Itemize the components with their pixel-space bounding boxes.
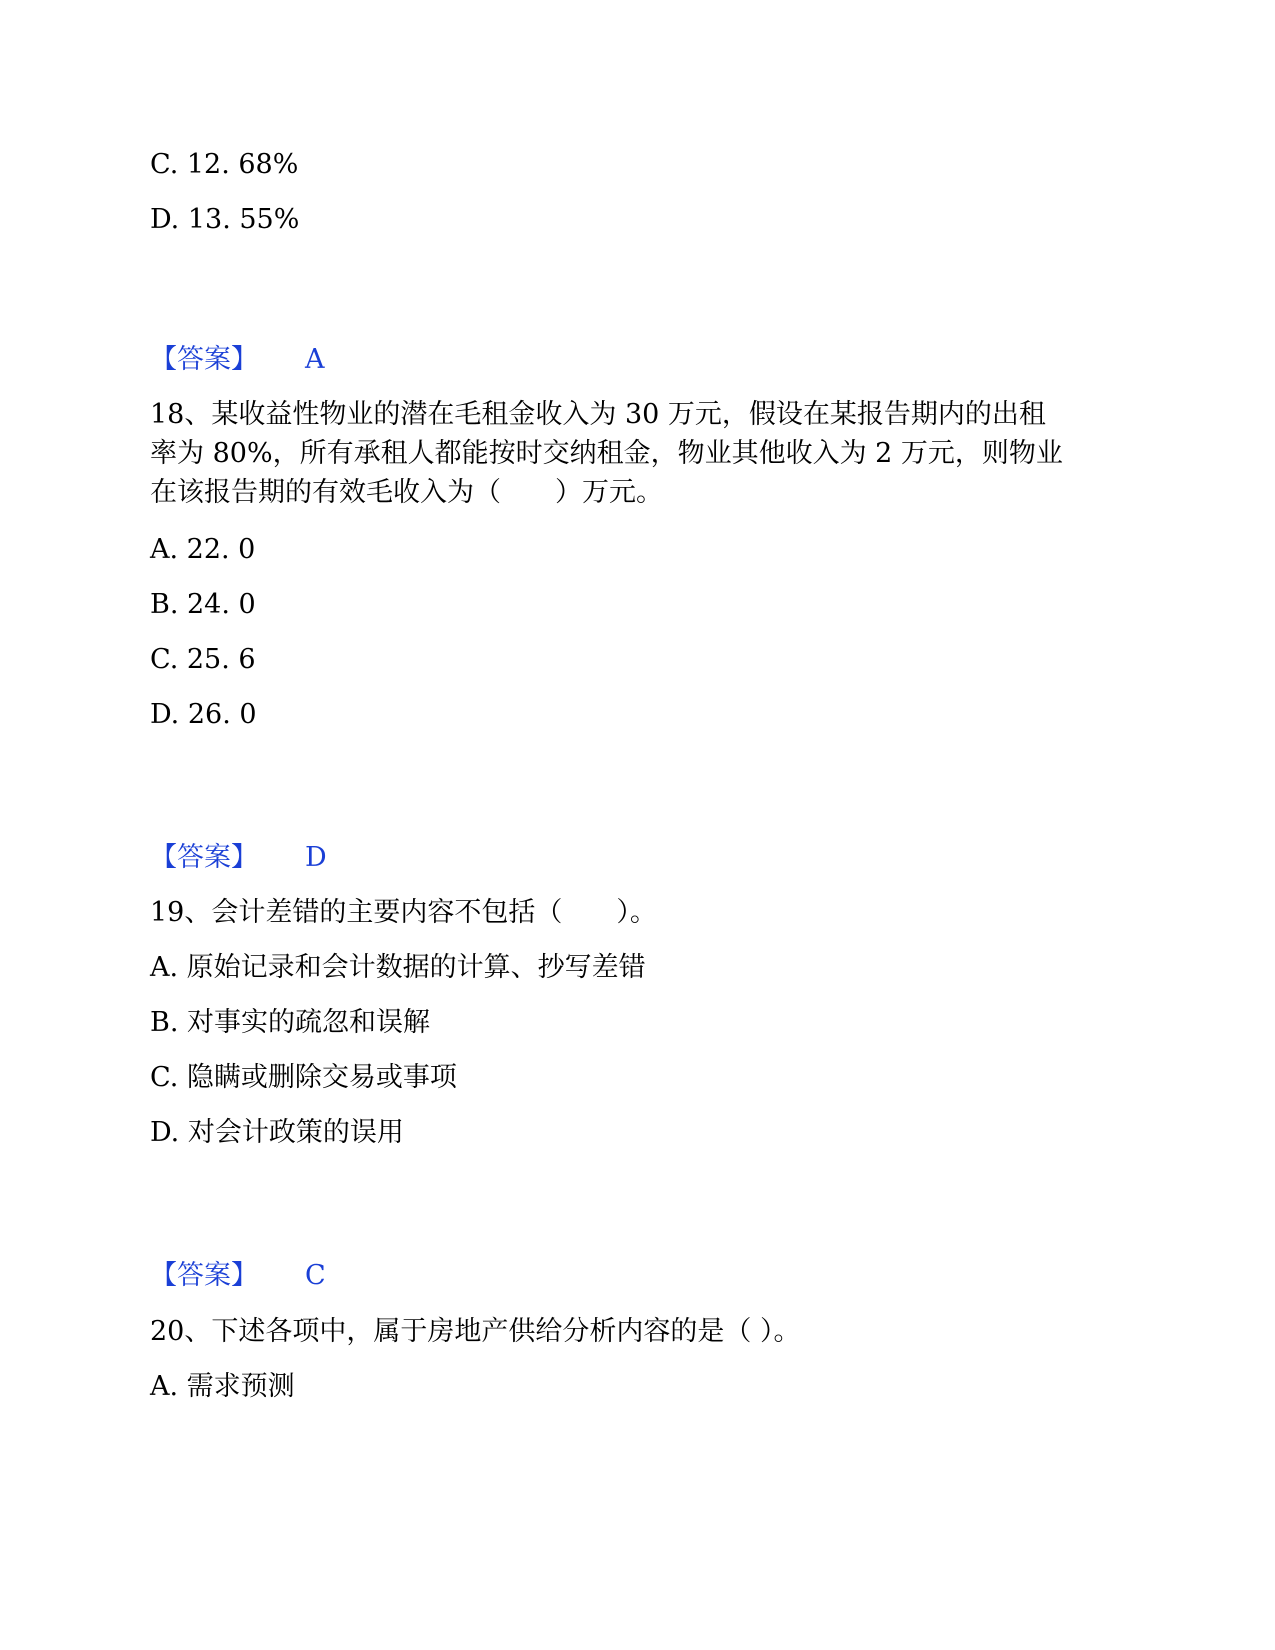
q18-option-c: C. 25. 6 <box>150 644 256 675</box>
q20-option-a: A. 需求预测 <box>150 1371 295 1402</box>
q17-option-d: D. 13. 55% <box>150 204 300 235</box>
q18-stem-line-2: 率为 80%，所有承租人都能按时交纳租金，物业其他收入为 2 万元，则物业 <box>150 438 1063 469</box>
q20-stem: 20、下述各项中，属于房地产供给分析内容的是（ ）。 <box>150 1316 801 1347</box>
answer-label: 【答案】 <box>150 1260 258 1291</box>
q18-option-b: B. 24. 0 <box>150 589 256 620</box>
answer-value: C <box>305 1260 326 1291</box>
q19-option-b: B. 对事实的疏忽和误解 <box>150 1007 431 1038</box>
q19-stem: 19、会计差错的主要内容不包括（ ）。 <box>150 897 657 928</box>
q18-option-a: A. 22. 0 <box>150 534 256 565</box>
answer-label: 【答案】 <box>150 842 258 873</box>
answer-value: D <box>305 842 327 873</box>
answer-19 <box>150 1256 550 1296</box>
answer-18 <box>150 838 550 878</box>
q17-option-c: C. 12. 68% <box>150 149 299 180</box>
answer-label: 【答案】 <box>150 344 258 375</box>
q19-option-c: C. 隐瞒或删除交易或事项 <box>150 1062 457 1093</box>
answer-value: A <box>305 344 325 375</box>
q19-option-a: A. 原始记录和会计数据的计算、抄写差错 <box>150 952 646 983</box>
answer-17 <box>150 340 550 380</box>
q19-option-d: D. 对会计政策的误用 <box>150 1117 404 1148</box>
q18-stem-line-3: 在该报告期的有效毛收入为（ ）万元。 <box>150 477 663 508</box>
q18-option-d: D. 26. 0 <box>150 699 257 730</box>
q18-stem-line-1: 18、某收益性物业的潜在毛租金收入为 30 万元，假设在某报告期内的出租 <box>150 399 1046 430</box>
